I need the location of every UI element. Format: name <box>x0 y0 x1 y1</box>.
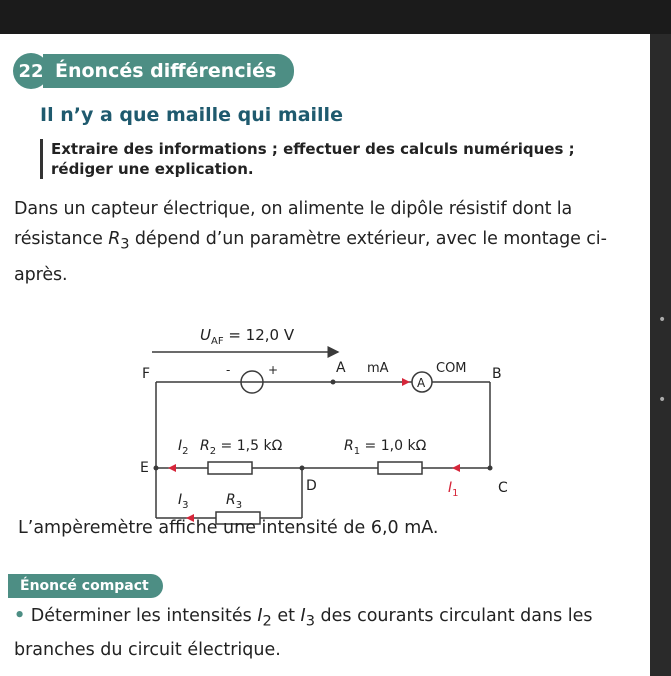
voltage-label: $U_{AF} = 12,0$ V <box>200 326 295 347</box>
question-text-2: des courants circulant dans les branches du circuit électrique. <box>14 606 593 660</box>
meter-mA-label: mA <box>367 361 389 376</box>
resistor-R1 <box>378 462 422 474</box>
node-F: F <box>142 366 151 382</box>
ammeter-current-arrow <box>402 378 410 386</box>
question-text-mid: et <box>271 606 301 626</box>
resistor-R3-label: $R_3$ <box>226 492 243 511</box>
intro-paragraph <box>14 194 646 290</box>
intro-var-sub: 3 <box>120 235 130 253</box>
intro-var-R: R <box>108 229 121 249</box>
dot-marker-2: • <box>658 392 667 408</box>
ammeter-letter: A <box>417 376 426 390</box>
exercise-header <box>13 54 294 88</box>
resistor-R2-label: $R_2 = 1,5$ kΩ <box>200 438 283 457</box>
question-sub-2: 2 <box>262 612 272 630</box>
current-I2-label: $I_2$ <box>178 438 189 457</box>
node-B: B <box>492 366 502 382</box>
question-var-I2: I <box>257 606 263 626</box>
resistor-R2 <box>208 462 252 474</box>
resistor-R1-label: $R_1 = 1,0$ kΩ <box>344 438 427 457</box>
generator-minus: - <box>226 363 231 377</box>
top-bar <box>0 0 671 34</box>
exercise-number: 22 <box>13 53 49 89</box>
current-I1-label: $I_1$ <box>448 480 459 499</box>
textbook-page <box>0 34 650 676</box>
node-E: E <box>140 460 149 476</box>
exercise-header-label: Énoncés différenciés <box>43 54 294 88</box>
question-text-1: Déterminer les intensités <box>25 606 258 626</box>
skills-box: Extraire des informations ; effectuer des calculs numériques ; rédiger une explication. <box>40 139 611 179</box>
right-margin-strip <box>650 34 671 676</box>
bullet-icon: • <box>14 606 26 626</box>
current-I2-arrow <box>168 464 176 472</box>
intro-text-1: Dans un capteur électrique, on alimente le dipôle résistif dont la résistance <box>14 199 573 249</box>
node-C: C <box>498 480 508 496</box>
circuit-diagram <box>130 320 510 511</box>
ammeter-statement: L’ampèremètre affiche une intensité de 6,0 mA. <box>18 518 439 538</box>
generator-plus: + <box>268 363 279 377</box>
node-D: D <box>306 478 317 494</box>
compact-question <box>14 602 646 665</box>
current-I3-label: $I_3$ <box>178 492 189 511</box>
compact-statement-badge: Énoncé compact <box>8 574 163 598</box>
node-A: A <box>336 360 346 376</box>
dot-marker-1: • <box>658 312 667 328</box>
meter-COM-label: COM <box>436 361 467 376</box>
question-sub-3: 3 <box>305 612 315 630</box>
question-var-I3: I <box>300 606 306 626</box>
intro-text-2: dépend d’un paramètre extérieur, avec le montage ci-après. <box>14 229 607 285</box>
exercise-title: Il n’y a que maille qui maille <box>40 104 343 126</box>
current-I1-arrow <box>452 464 460 472</box>
